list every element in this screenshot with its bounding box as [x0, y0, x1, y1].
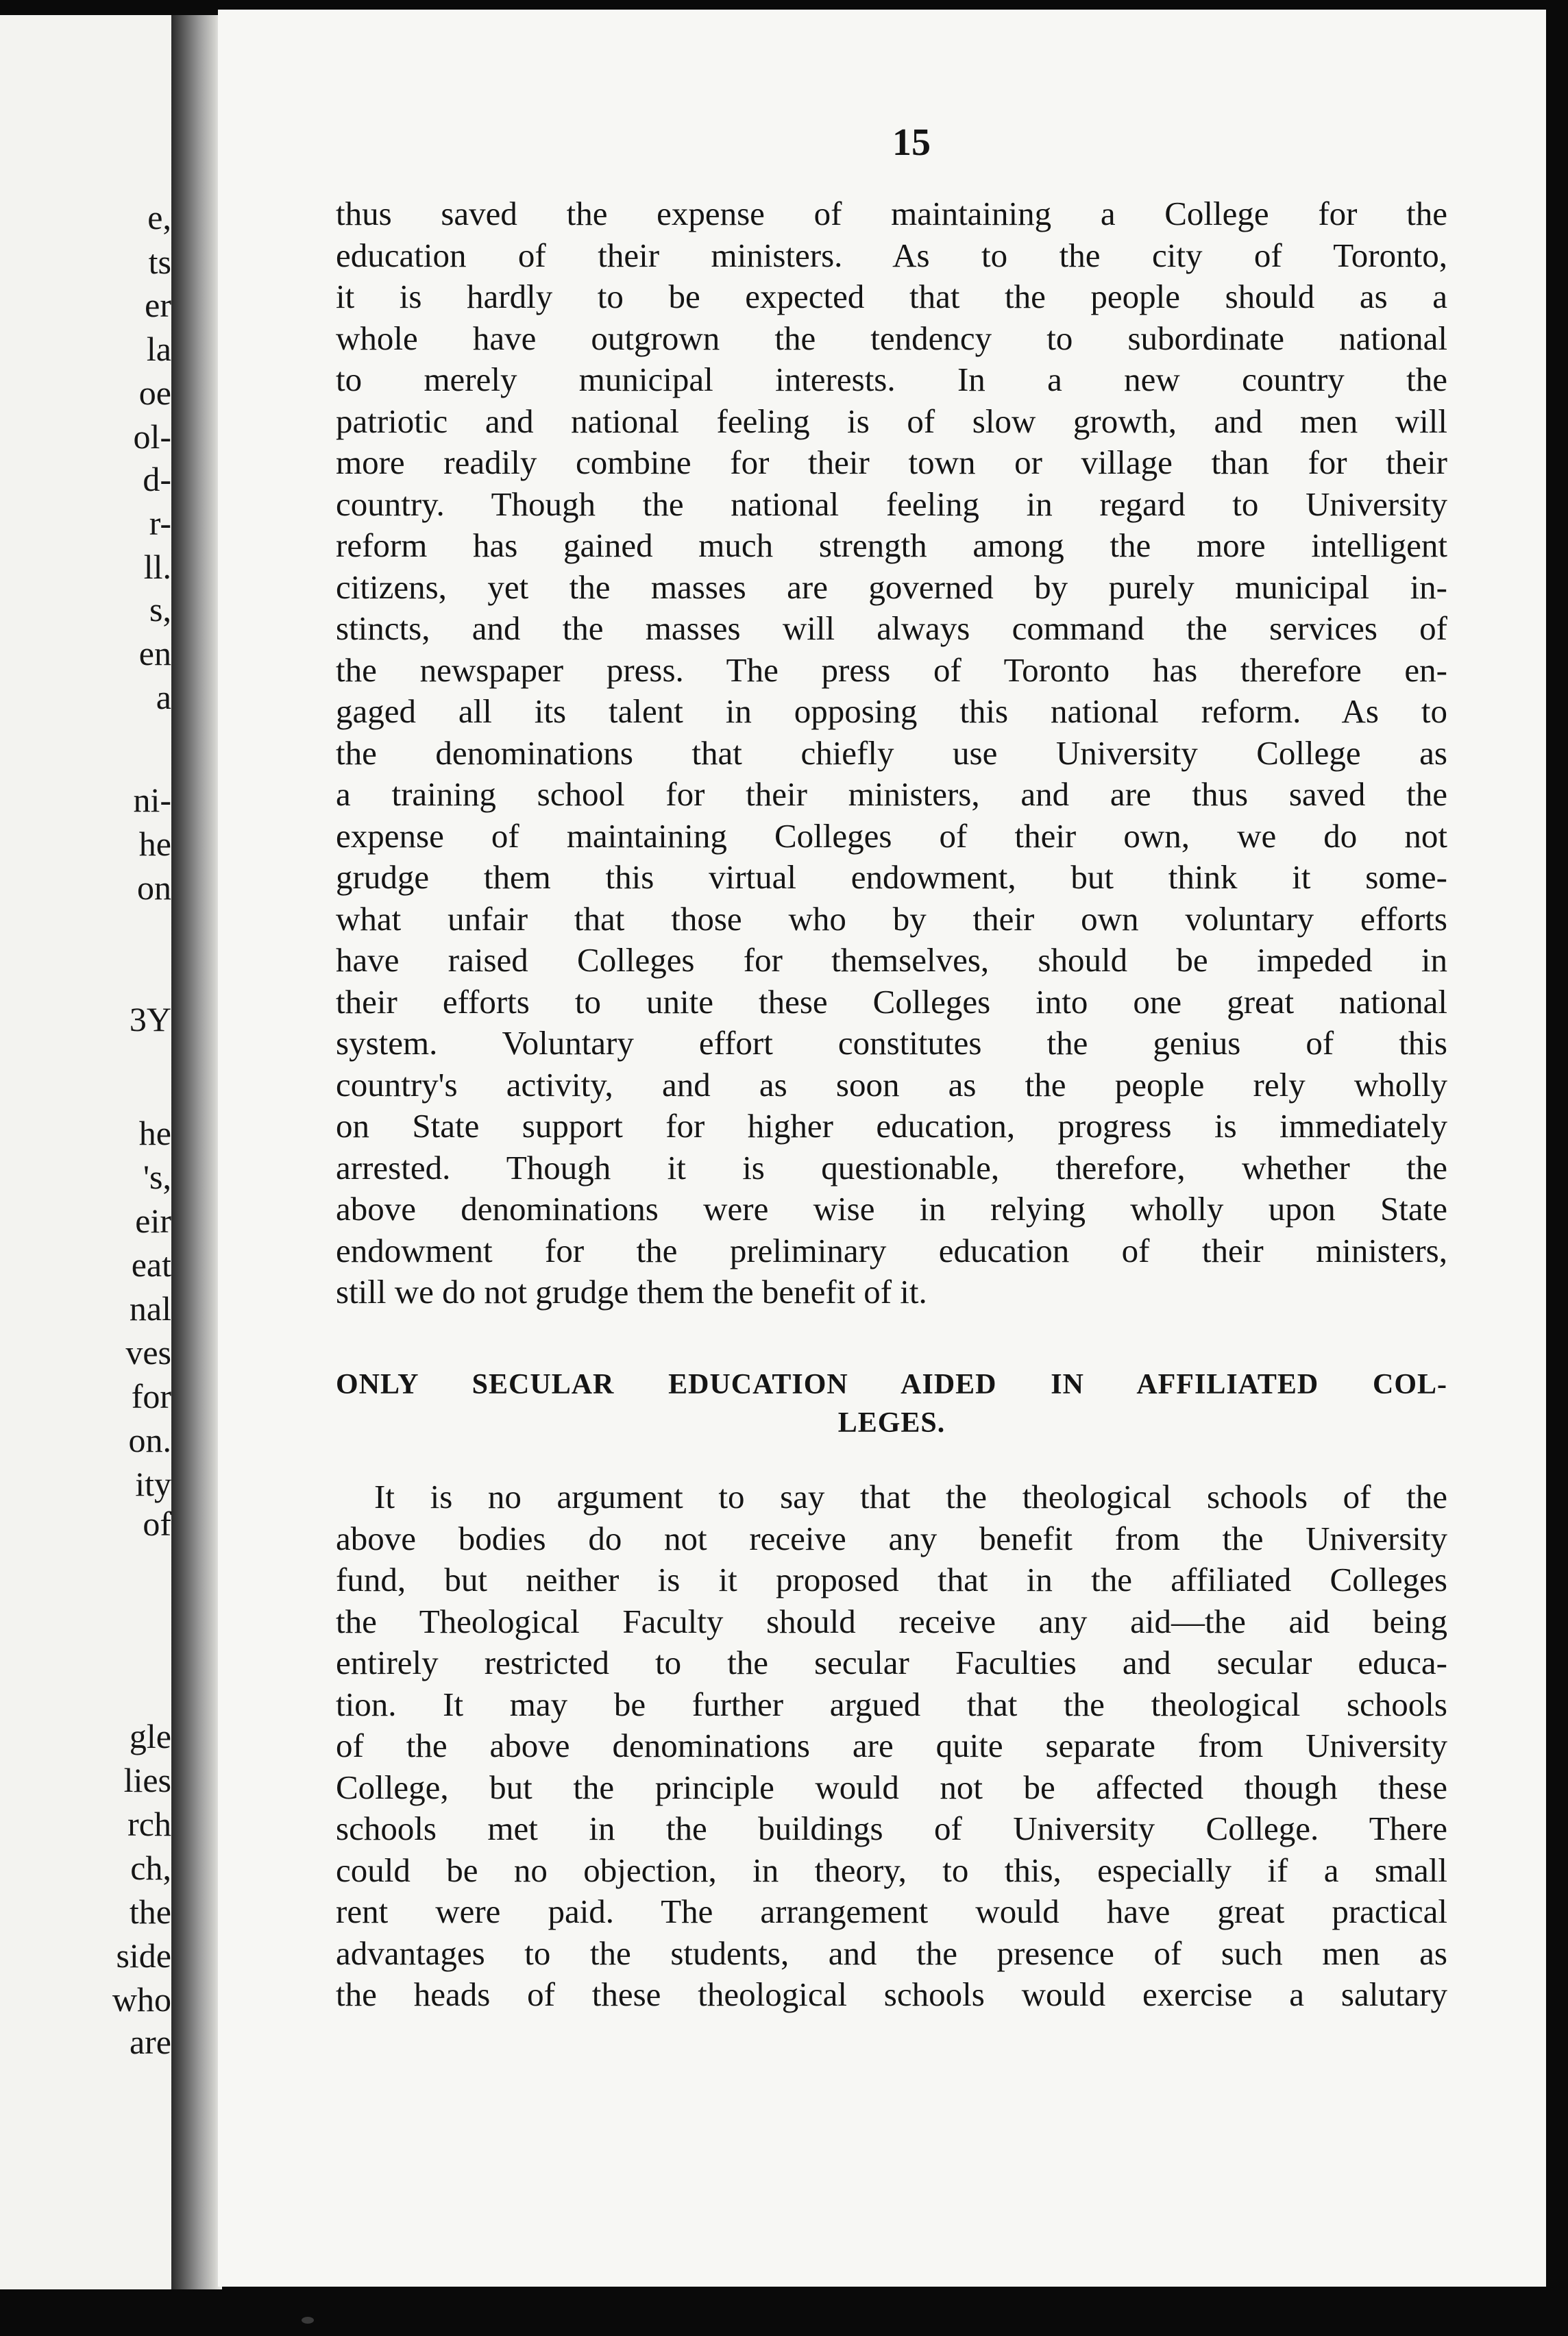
text-line: the denominations that chiefly use University College as — [336, 733, 1447, 772]
left-page-fragment: en — [138, 634, 171, 672]
text-line: thus saved the expense of maintaining a College for the — [336, 195, 1447, 232]
scan-smudge — [302, 2317, 314, 2324]
text-line: above denominations were wise in relying wholly upon State — [336, 1190, 1447, 1228]
left-page-fragment: nal — [129, 1289, 171, 1328]
left-page-fragment: he — [138, 825, 171, 863]
text-line: have raised Colleges for themselves, should be impeded in — [336, 941, 1447, 979]
left-page-fragment: on — [137, 868, 171, 907]
left-page-fragment: er — [145, 286, 171, 324]
section-heading-line: ONLY SECULAR EDUCATION AIDED IN AFFILIATED COL- — [336, 1369, 1447, 1400]
text-line: patriotic and national feeling is of slow growth, and men will — [336, 402, 1447, 440]
text-line: the newspaper press. The press of Toronto has therefore en- — [336, 650, 1447, 689]
text-line: on State support for higher education, progress is immediately — [336, 1107, 1447, 1145]
left-page-fragment: lies — [123, 1761, 171, 1799]
left-page-fragment: d- — [143, 460, 171, 498]
left-page-fragment: of — [143, 1505, 171, 1543]
text-line: country's activity, and as soon as the people rely wholly — [336, 1065, 1447, 1104]
text-line: the heads of these theological schools would exercise a salutary — [336, 1975, 1447, 2013]
left-page-fragment: 's, — [143, 1158, 171, 1196]
left-page-fragment: ol- — [133, 417, 171, 456]
paragraph-continued — [336, 193, 1447, 1313]
left-page-fragment: la — [146, 330, 171, 368]
left-page-fragment: eir — [135, 1202, 171, 1240]
text-line: advantages to the students, and the presence of such men as — [336, 1934, 1447, 1972]
text-line: stincts, and the masses will always command the services of — [336, 609, 1447, 647]
text-line: tion. It may be further argued that the theological schools — [336, 1685, 1447, 1723]
text-line: what unfair that those who by their own voluntary efforts — [336, 899, 1447, 938]
left-page-fragment: are — [129, 2023, 171, 2061]
text-line: reform has gained much strength among the more intelligent — [336, 526, 1447, 564]
text-line: arrested. Though it is questionable, therefore, whether the — [336, 1148, 1447, 1187]
left-page-fragment: oe — [138, 374, 171, 412]
left-page-fragment: he — [138, 1114, 171, 1152]
text-line: to merely municipal interests. In a new country the — [336, 361, 1447, 398]
book-gutter — [171, 15, 222, 2289]
text-line: above bodies do not receive any benefit from the University — [336, 1519, 1447, 1557]
left-page-fragment: ves — [125, 1333, 171, 1372]
text-line: grudge them this virtual endowment, but think it some- — [336, 858, 1447, 896]
left-page-fragment: on. — [128, 1421, 171, 1459]
paragraph-secular-education — [336, 1476, 1447, 2016]
section-heading — [336, 1365, 1447, 1442]
left-page-fragment: ni- — [133, 781, 171, 819]
left-page-fragment: side — [116, 1936, 171, 1975]
left-page-fragment: eat — [131, 1245, 171, 1284]
text-line: College, but the principle would not be affected though these — [336, 1768, 1447, 1806]
text-line: of the above denominations are quite separate from University — [336, 1727, 1447, 1764]
text-line: rent were paid. The arrangement would have great practical — [336, 1893, 1447, 1930]
text-line: more readily combine for their town or village than for their — [336, 443, 1447, 481]
text-line: it is hardly to be expected that the people should as a — [336, 278, 1447, 315]
text-line: expense of maintaining Colleges of their own, we do not — [336, 816, 1447, 855]
text-line: the Theological Faculty should receive any aid—the aid being — [336, 1602, 1447, 1640]
text-line: their efforts to unite these Colleges into one great national — [336, 982, 1447, 1021]
text-line: whole have outgrown the tendency to subordinate national — [336, 319, 1447, 357]
page-number: 15 — [892, 121, 931, 164]
text-line: fund, but neither is it proposed that in the affiliated Colleges — [336, 1561, 1447, 1598]
left-page-fragment: for — [131, 1377, 171, 1415]
left-page-fragment: 3Y — [129, 1000, 171, 1038]
text-line: still we do not grudge them the benefit of it. — [336, 1273, 927, 1311]
left-page-fragment: s, — [149, 590, 171, 629]
left-page-fragment: rch — [127, 1805, 171, 1843]
text-line: entirely restricted to the secular Faculties and secular educa- — [336, 1644, 1447, 1681]
left-facing-page — [0, 15, 180, 2289]
left-page-fragment: ity — [135, 1465, 171, 1503]
left-page-fragment: ch, — [130, 1849, 171, 1887]
text-line: gaged all its talent in opposing this national reform. As to — [336, 692, 1447, 730]
text-line: endowment for the preliminary education of their ministers, — [336, 1231, 1447, 1269]
left-page-fragment: the — [129, 1893, 171, 1931]
left-page-fragment: a — [156, 678, 171, 716]
text-line: It is no argument to say that the theological schools of the — [374, 1478, 1447, 1516]
section-heading-line: LEGES. — [837, 1407, 946, 1439]
left-page-fragment: e, — [147, 198, 171, 236]
left-page-fragment: who — [112, 1980, 171, 2019]
text-line: a training school for their ministers, and are thus saved the — [336, 775, 1447, 813]
text-line: system. Voluntary effort constitutes the genius of this — [336, 1024, 1447, 1062]
left-page-fragment: ll. — [143, 548, 171, 586]
text-line: citizens, yet the masses are governed by purely municipal in- — [336, 568, 1447, 606]
text-line: could be no objection, in theory, to this, especially if a small — [336, 1851, 1447, 1889]
left-page-fragment: ts — [148, 243, 171, 281]
main-page — [218, 10, 1546, 2287]
text-line: country. Though the national feeling in regard to University — [336, 485, 1447, 523]
left-page-fragment: r- — [149, 504, 171, 542]
text-line: schools met in the buildings of University College. There — [336, 1810, 1447, 1847]
text-line: education of their ministers. As to the city of Toronto, — [336, 236, 1447, 274]
left-page-fragment: gle — [129, 1717, 171, 1755]
